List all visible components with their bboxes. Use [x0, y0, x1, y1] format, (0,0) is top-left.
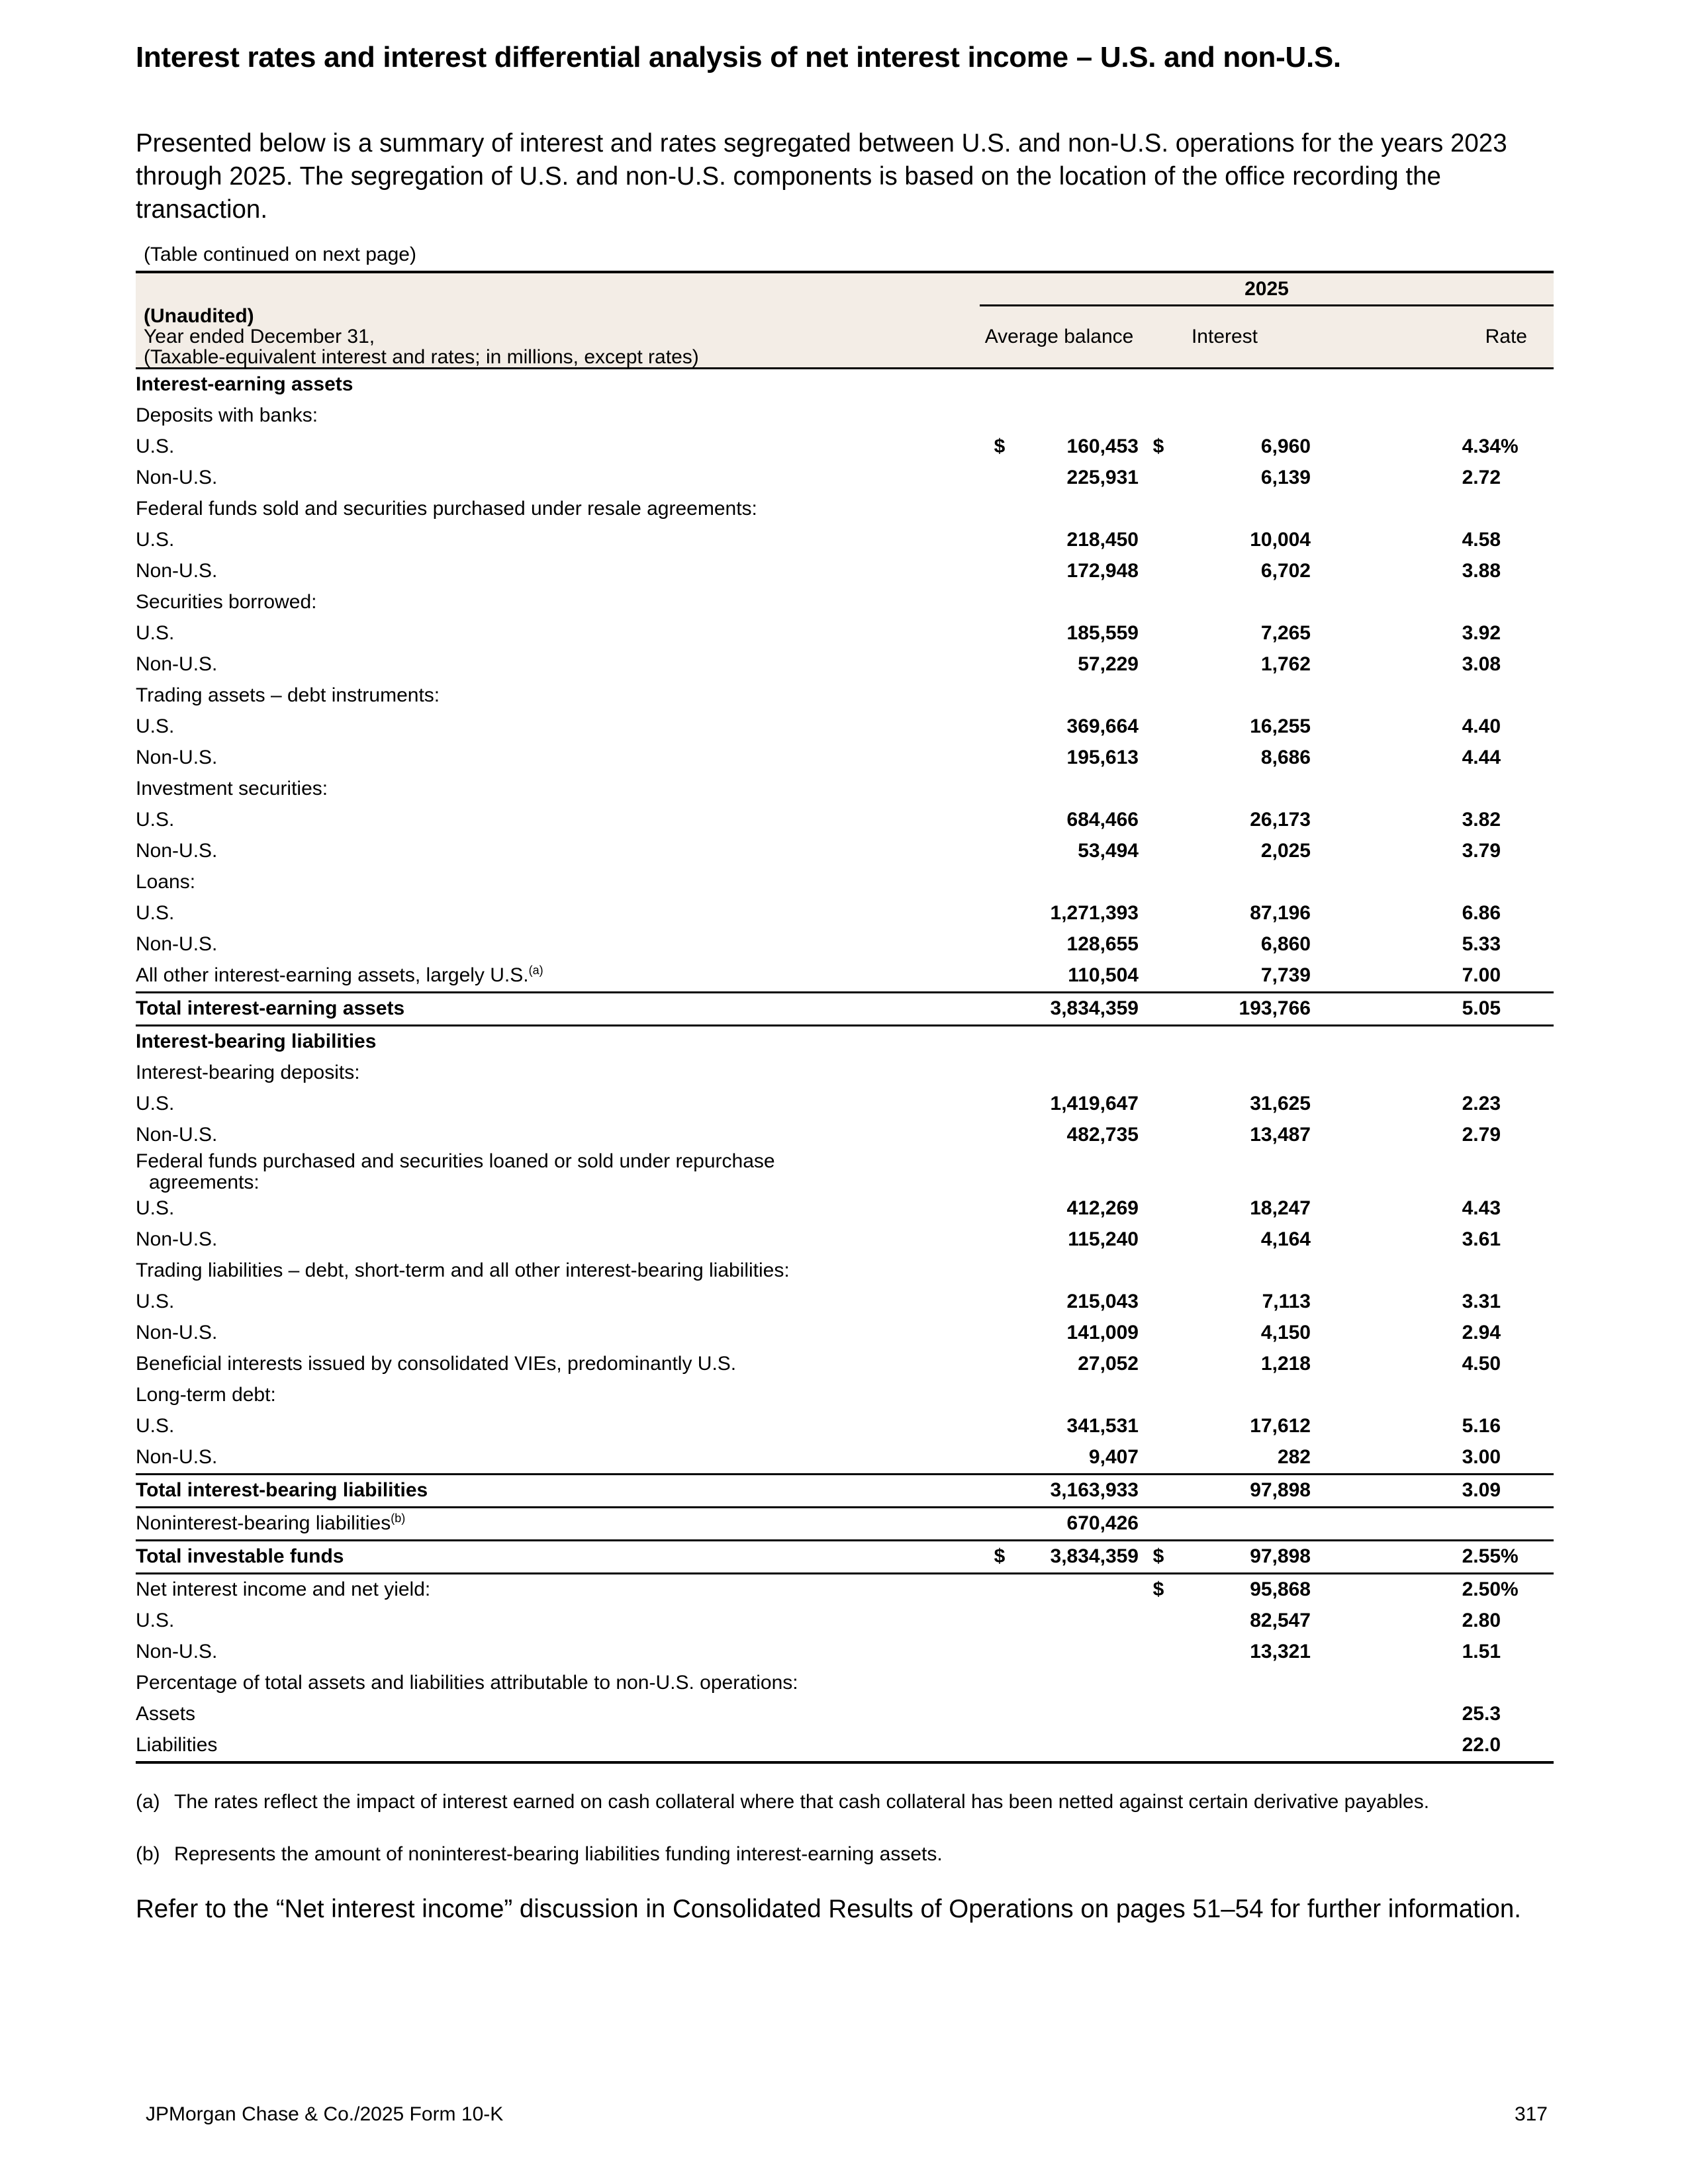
interest-value: 193,766: [1178, 992, 1311, 1025]
row-label: U.S.: [136, 809, 175, 831]
interest-value: 1,218: [1260, 1353, 1311, 1375]
row-label: U.S.: [136, 529, 175, 551]
row-label: Non-U.S.: [136, 467, 218, 488]
average-balance: 3,163,933: [1019, 1474, 1139, 1507]
table-row: [136, 1573, 1554, 1606]
rate-value: 3.88: [1462, 560, 1501, 582]
group-row: [136, 587, 1554, 618]
table-row: [136, 556, 1554, 587]
table-row: [136, 1193, 1554, 1224]
row-label: Noninterest-bearing liabilities$^{(b)}$: [136, 1512, 406, 1534]
dollar-sign: $: [980, 1540, 1019, 1573]
group-row: [136, 774, 1554, 805]
dollar-sign: $: [994, 435, 1006, 457]
table-row: [136, 743, 1554, 774]
group-row: [136, 400, 1554, 432]
table-row: [136, 432, 1554, 463]
footnote-a: [136, 1790, 1493, 1814]
average-balance: 110,504: [1068, 964, 1139, 986]
average-balance: 195,613: [1066, 747, 1139, 768]
table-row: [136, 1318, 1554, 1349]
row-label: Non-U.S.: [136, 1641, 218, 1662]
row-label: U.S.: [136, 1291, 175, 1312]
dollar-sign: $: [1139, 1540, 1178, 1573]
rate-value: 4.34: [1462, 435, 1501, 457]
footnote-b: [136, 1843, 1493, 1866]
interest-value: 13,321: [1250, 1641, 1311, 1662]
interest-value: 7,265: [1260, 622, 1311, 644]
rate-value: 1.51: [1462, 1641, 1501, 1662]
page-number: 317: [1514, 2103, 1548, 2125]
row-label: Investment securities:: [136, 778, 328, 799]
average-balance: 1,271,393: [1050, 902, 1139, 924]
section-liabilities-heading: Interest-bearing liabilities: [136, 1030, 377, 1052]
intro-paragraph: Presented below is a summary of interest and rates segregated between U.S. and non-U.S. operations for the years 2023 through 2025. The segregation of U.S. and non-U.S. components is based on the location of the office recording the transaction.: [136, 129, 1507, 224]
row-label: Trading liabilities – debt, short-term and all other interest-bearing liabilities:: [136, 1259, 790, 1281]
row-label: Trading assets – debt instruments:: [136, 684, 440, 706]
group-row: [136, 1255, 1554, 1287]
row-label: U.S.: [136, 1197, 175, 1219]
table-row: [136, 618, 1554, 649]
average-balance: 53,494: [1078, 840, 1139, 862]
row-label: U.S.: [136, 1610, 175, 1631]
footnote-ref-a: (a): [528, 964, 543, 977]
rate-value: 6.86: [1462, 902, 1501, 924]
average-balance: 218,450: [1066, 529, 1139, 551]
header-unaudited: (Unaudited): [144, 304, 254, 327]
rate-value: 4.43: [1462, 1197, 1501, 1219]
rate-value: 2.23: [1462, 1093, 1501, 1115]
footnote-text: The rates reflect the impact of interest earned on cash collateral where that cash collateral has been netted against certain derivative payables.: [174, 1791, 1430, 1813]
footnote-mark: (b): [136, 1843, 160, 1865]
interest-value: 6,702: [1260, 560, 1311, 582]
table-row: [136, 649, 1554, 680]
section-row: [136, 1025, 1554, 1058]
group-row: [136, 1668, 1554, 1699]
group-row: [136, 1380, 1554, 1411]
interest-rates-table: [136, 271, 1554, 1764]
table-row: [136, 1442, 1554, 1475]
average-balance: 225,931: [1066, 467, 1139, 488]
rate-value: 5.33: [1462, 933, 1501, 955]
rate-value: 3.09: [1311, 1474, 1501, 1507]
interest-value: 7,739: [1260, 964, 1311, 986]
average-balance: 172,948: [1066, 560, 1139, 582]
rate-value: 2.72: [1462, 467, 1501, 488]
row-label: Federal funds purchased and securities loaned or sold under repurchase agreements:: [136, 1150, 775, 1193]
table-row: [136, 1411, 1554, 1442]
percent-sign: %: [1501, 435, 1519, 457]
rate-value: 4.58: [1462, 529, 1501, 551]
group-row: [136, 867, 1554, 898]
row-label: Assets: [136, 1703, 196, 1725]
total-row: [136, 1474, 1554, 1507]
table-row: [136, 929, 1554, 960]
table-row: [136, 1287, 1554, 1318]
percent-sign: %: [1501, 1578, 1519, 1600]
group-row: [136, 494, 1554, 525]
table-row: [136, 1606, 1554, 1637]
interest-value: 82,547: [1250, 1610, 1311, 1631]
interest-value: 8,686: [1260, 747, 1311, 768]
average-balance: 670,426: [1066, 1512, 1139, 1534]
rate-value: 3.08: [1462, 653, 1501, 675]
interest-value: 7,113: [1262, 1291, 1311, 1312]
footnote-mark: (a): [136, 1791, 160, 1813]
average-balance: 215,043: [1066, 1291, 1139, 1312]
row-label: Total interest-bearing liabilities: [136, 1474, 980, 1507]
average-balance: 341,531: [1066, 1415, 1139, 1437]
row-label: All other interest-earning assets, largely U.S.$^{(a)}$: [136, 964, 543, 986]
average-balance: 185,559: [1066, 622, 1139, 644]
table-row: [136, 898, 1554, 929]
average-balance: 1,419,647: [1050, 1093, 1139, 1115]
row-label: U.S.: [136, 1415, 175, 1437]
rate-value: 3.61: [1462, 1228, 1501, 1250]
rate-value: 3.92: [1462, 622, 1501, 644]
col-average-balance: Average balance: [980, 306, 1139, 369]
table-row: [136, 1507, 1554, 1540]
rate-value: 3.00: [1462, 1446, 1501, 1468]
row-label: Total interest-earning assets: [136, 992, 980, 1025]
average-balance: 115,240: [1068, 1228, 1139, 1250]
table-row: [136, 1699, 1554, 1730]
row-label: U.S.: [136, 715, 175, 737]
row-label: Non-U.S.: [136, 1446, 218, 1468]
total-row: [136, 1540, 1554, 1573]
average-balance: 128,655: [1066, 933, 1139, 955]
row-label: U.S.: [136, 435, 175, 457]
row-label: U.S.: [136, 1093, 175, 1115]
average-balance: 3,834,359: [1019, 992, 1139, 1025]
section-assets-heading: Interest-earning assets: [136, 373, 353, 395]
row-label: Total investable funds: [136, 1540, 980, 1573]
interest-value: 26,173: [1250, 809, 1311, 831]
rate-value: 3.79: [1462, 840, 1501, 862]
interest-value: 16,255: [1250, 715, 1311, 737]
page-title: Interest rates and interest differential analysis of net interest income – U.S. and non-U.S.: [136, 41, 1341, 73]
rate-value: 7.00: [1462, 964, 1501, 986]
row-label: Percentage of total assets and liabilities attributable to non-U.S. operations:: [136, 1672, 798, 1694]
rate-value: 2.50: [1462, 1578, 1501, 1600]
table-row: [136, 1120, 1554, 1151]
interest-value: 97,898: [1178, 1540, 1311, 1573]
average-balance: 482,735: [1066, 1124, 1139, 1146]
interest-value: 1,762: [1260, 653, 1311, 675]
row-label: Non-U.S.: [136, 653, 218, 675]
row-label: Non-U.S.: [136, 1124, 218, 1146]
average-balance: 57,229: [1078, 653, 1139, 675]
rate-value: 3.82: [1462, 809, 1501, 831]
table-row: [136, 525, 1554, 556]
interest-value: 282: [1277, 1446, 1311, 1468]
rate-value: 2.80: [1462, 1610, 1501, 1631]
row-label: Long-term debt:: [136, 1384, 276, 1406]
interest-value: 6,960: [1260, 435, 1311, 457]
header-columns-row: [136, 306, 1554, 369]
interest-value: 2,025: [1260, 840, 1311, 862]
rate-value: 2.79: [1462, 1124, 1501, 1146]
footer-document-name: JPMorgan Chase & Co./2025 Form 10-K: [146, 2103, 504, 2125]
table-row: [136, 1089, 1554, 1120]
interest-value: 10,004: [1250, 529, 1311, 551]
table-row: [136, 1349, 1554, 1380]
refer-paragraph: Refer to the “Net interest income” discussion in Consolidated Results of Operations on pages 51–54 for further information.: [136, 1895, 1521, 1923]
footnote-text: Represents the amount of noninterest-bearing liabilities funding interest-earning assets.: [174, 1843, 943, 1865]
row-label: Net interest income and net yield:: [136, 1578, 431, 1600]
average-balance: 9,407: [1088, 1446, 1139, 1468]
rate-value: 25.3: [1462, 1703, 1501, 1725]
group-row: [136, 1058, 1554, 1089]
row-label: Non-U.S.: [136, 840, 218, 862]
footnote-ref-b: (b): [391, 1512, 406, 1525]
average-balance: 27,052: [1078, 1353, 1139, 1375]
header-units: (Taxable-equivalent interest and rates; in millions, except rates): [144, 345, 699, 368]
header-label: [136, 306, 980, 369]
row-label: Non-U.S.: [136, 933, 218, 955]
interest-value: 87,196: [1250, 902, 1311, 924]
row-label: Interest-bearing deposits:: [136, 1062, 360, 1083]
interest-value: 97,898: [1178, 1474, 1311, 1507]
percent-sign: %: [1501, 1540, 1554, 1573]
table-row: [136, 805, 1554, 836]
average-balance: 3,834,359: [1019, 1540, 1139, 1573]
rate-value: 4.44: [1462, 747, 1501, 768]
average-balance: 160,453: [1066, 435, 1139, 457]
table-row: [136, 1637, 1554, 1668]
row-label: Non-U.S.: [136, 560, 218, 582]
row-label: Non-U.S.: [136, 747, 218, 768]
table-row: [136, 1224, 1554, 1255]
row-label: Non-U.S.: [136, 1322, 218, 1343]
header-year-row: [136, 272, 1554, 306]
average-balance: 684,466: [1066, 809, 1139, 831]
rate-value: 4.50: [1462, 1353, 1501, 1375]
row-label: U.S.: [136, 902, 175, 924]
rate-value: 5.05: [1311, 992, 1501, 1025]
table-continued-note: (Table continued on next page): [144, 244, 416, 265]
total-row: [136, 992, 1554, 1025]
table-row: [136, 960, 1554, 993]
rate-value: 2.94: [1462, 1322, 1501, 1343]
row-label: Beneficial interests issued by consolidated VIEs, predominantly U.S.: [136, 1353, 737, 1375]
interest-value: 18,247: [1250, 1197, 1311, 1219]
header-year-ended: Year ended December 31,: [144, 325, 375, 347]
row-label: Loans:: [136, 871, 196, 893]
col-rate: Rate: [1311, 306, 1554, 369]
interest-value: 6,139: [1260, 467, 1311, 488]
interest-value: 17,612: [1250, 1415, 1311, 1437]
row-label: Federal funds sold and securities purchased under resale agreements:: [136, 498, 757, 520]
table-row: [136, 463, 1554, 494]
dollar-sign: $: [1152, 435, 1164, 457]
table-row: [136, 711, 1554, 743]
row-label: U.S.: [136, 622, 175, 644]
interest-value: 4,150: [1260, 1322, 1311, 1343]
rate-value: 2.55: [1311, 1540, 1501, 1573]
row-label: Securities borrowed:: [136, 591, 317, 613]
average-balance: 141,009: [1066, 1322, 1139, 1343]
rate-value: 3.31: [1462, 1291, 1501, 1312]
interest-value: 13,487: [1250, 1124, 1311, 1146]
dollar-sign: $: [1152, 1578, 1164, 1600]
table-row: [136, 1730, 1554, 1762]
rate-value: 5.16: [1462, 1415, 1501, 1437]
col-interest: Interest: [1139, 306, 1311, 369]
average-balance: 412,269: [1066, 1197, 1139, 1219]
average-balance: 369,664: [1066, 715, 1139, 737]
interest-value: 95,868: [1250, 1578, 1311, 1600]
row-label: Liabilities: [136, 1730, 980, 1762]
group-row: [136, 680, 1554, 711]
row-label: Non-U.S.: [136, 1228, 218, 1250]
interest-value: 6,860: [1260, 933, 1311, 955]
year-header: 2025: [980, 272, 1554, 306]
group-row: [136, 1151, 1554, 1193]
rate-value: 22.0: [1311, 1730, 1501, 1762]
rate-value: 4.40: [1462, 715, 1501, 737]
section-row: [136, 368, 1554, 400]
row-label: Deposits with banks:: [136, 404, 318, 426]
interest-value: 31,625: [1250, 1093, 1311, 1115]
table-row: [136, 836, 1554, 867]
interest-value: 4,164: [1260, 1228, 1311, 1250]
